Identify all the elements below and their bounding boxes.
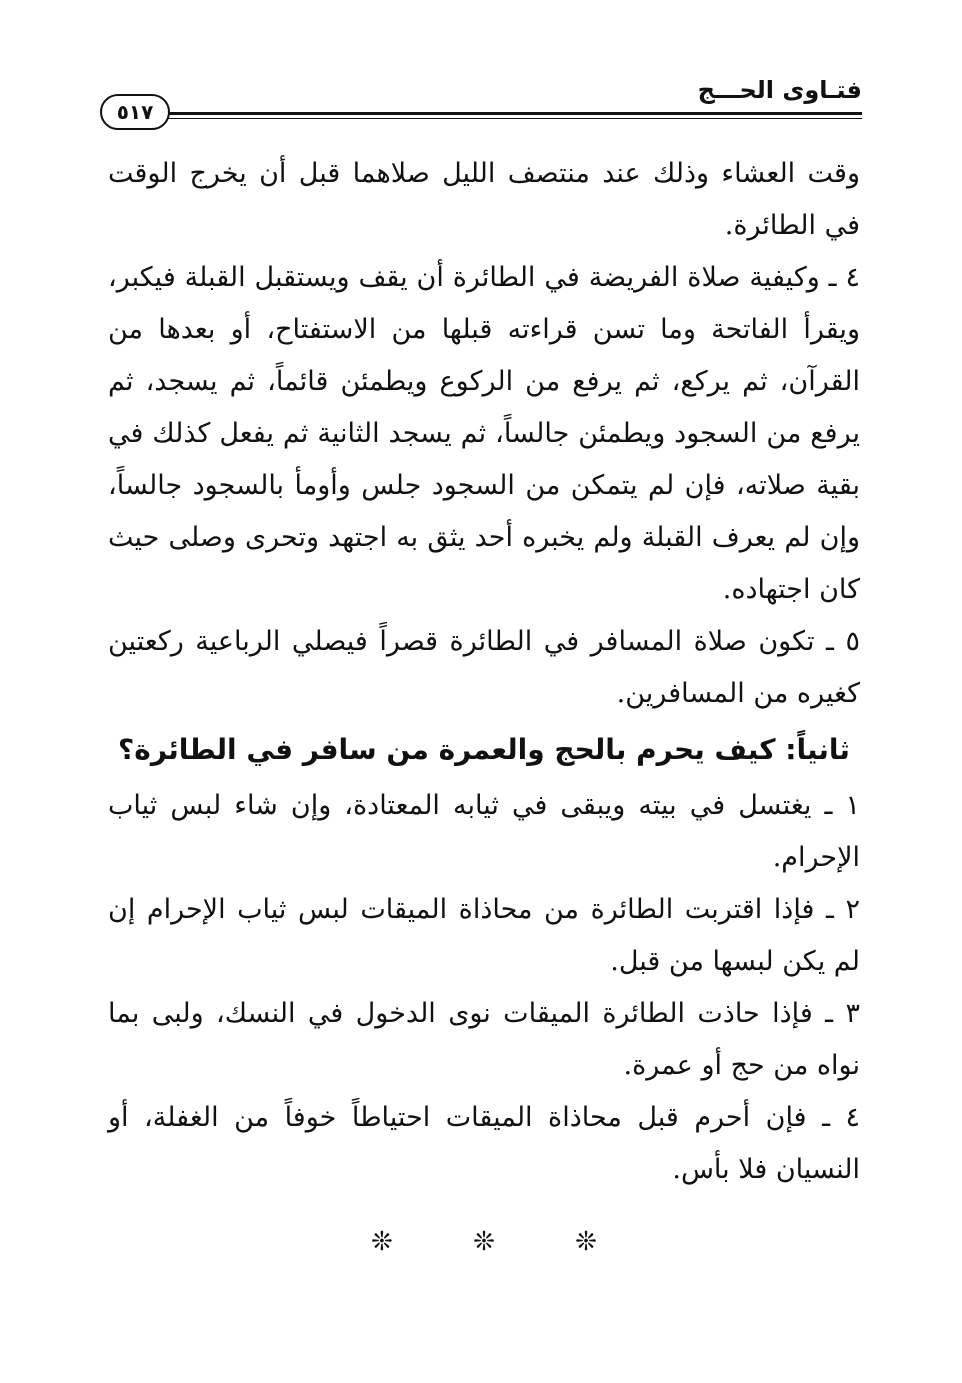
paragraph: ٣ ـ فإذا حاذت الطائرة الميقات نوى الدخول في النسك، ولبى بما نواه من حج أو عمرة. — [108, 998, 860, 1081]
paragraph: ٥ ـ تكون صلاة المسافر في الطائرة قصراً فيصلي الرباعية ركعتين كغيره من المسافرين. — [108, 626, 860, 709]
paragraph: ١ ـ يغتسل في بيته ويبقى في ثيابه المعتادة، وإن شاء لبس ثياب الإحرام. — [108, 790, 860, 873]
paragraph: ٤ ـ وكيفية صلاة الفريضة في الطائرة أن يقف ويستقبل القبلة فيكبر، ويقرأ الفاتحة وما تسن قراءته قبلها من الاستفتاح، أو بعدها من القرآن، ثم يركع، ثم يرفع من الركوع ويطمئن قائماً، ثم يسجد، ثم يرفع من السجود ويطمئن جالساً، ثم يسجد الثانية ثم يفعل كذلك في بقية صلاته، فإن لم يتمكن من السجود جلس وأومأ بالسجود جالساً، وإن لم يعرف القبلة ولم يخبره أحد يثق به اجتهد وتحرى وصلى حيث كان اجتهاده. — [108, 262, 861, 605]
page-number: ٥١٧ — [100, 94, 170, 130]
paragraph: ٢ ـ فإذا اقتربت الطائرة من محاذاة الميقات لبس ثياب الإحرام إن لم يكن لبسها من قبل. — [108, 894, 860, 977]
paragraph: وقت العشاء وذلك عند منتصف الليل صلاهما قبل أن يخرج الوقت في الطائرة. — [108, 158, 860, 241]
paragraph: ٤ ـ فإن أحرم قبل محاذاة الميقات احتياطاً خوفاً من الغفلة، أو النسيان فلا بأس. — [108, 1102, 860, 1185]
page-header — [100, 72, 862, 132]
page-body — [108, 148, 860, 1268]
section-separator: ❊ ❊ ❊ — [371, 1227, 633, 1257]
header-rule-thin — [160, 118, 862, 119]
section-heading: ثانياً: كيف يحرم بالحج والعمرة من سافر في الطائرة؟ — [118, 733, 850, 766]
header-rule-thick — [160, 112, 862, 115]
running-title: فتـاوى الحـــج — [697, 76, 862, 104]
